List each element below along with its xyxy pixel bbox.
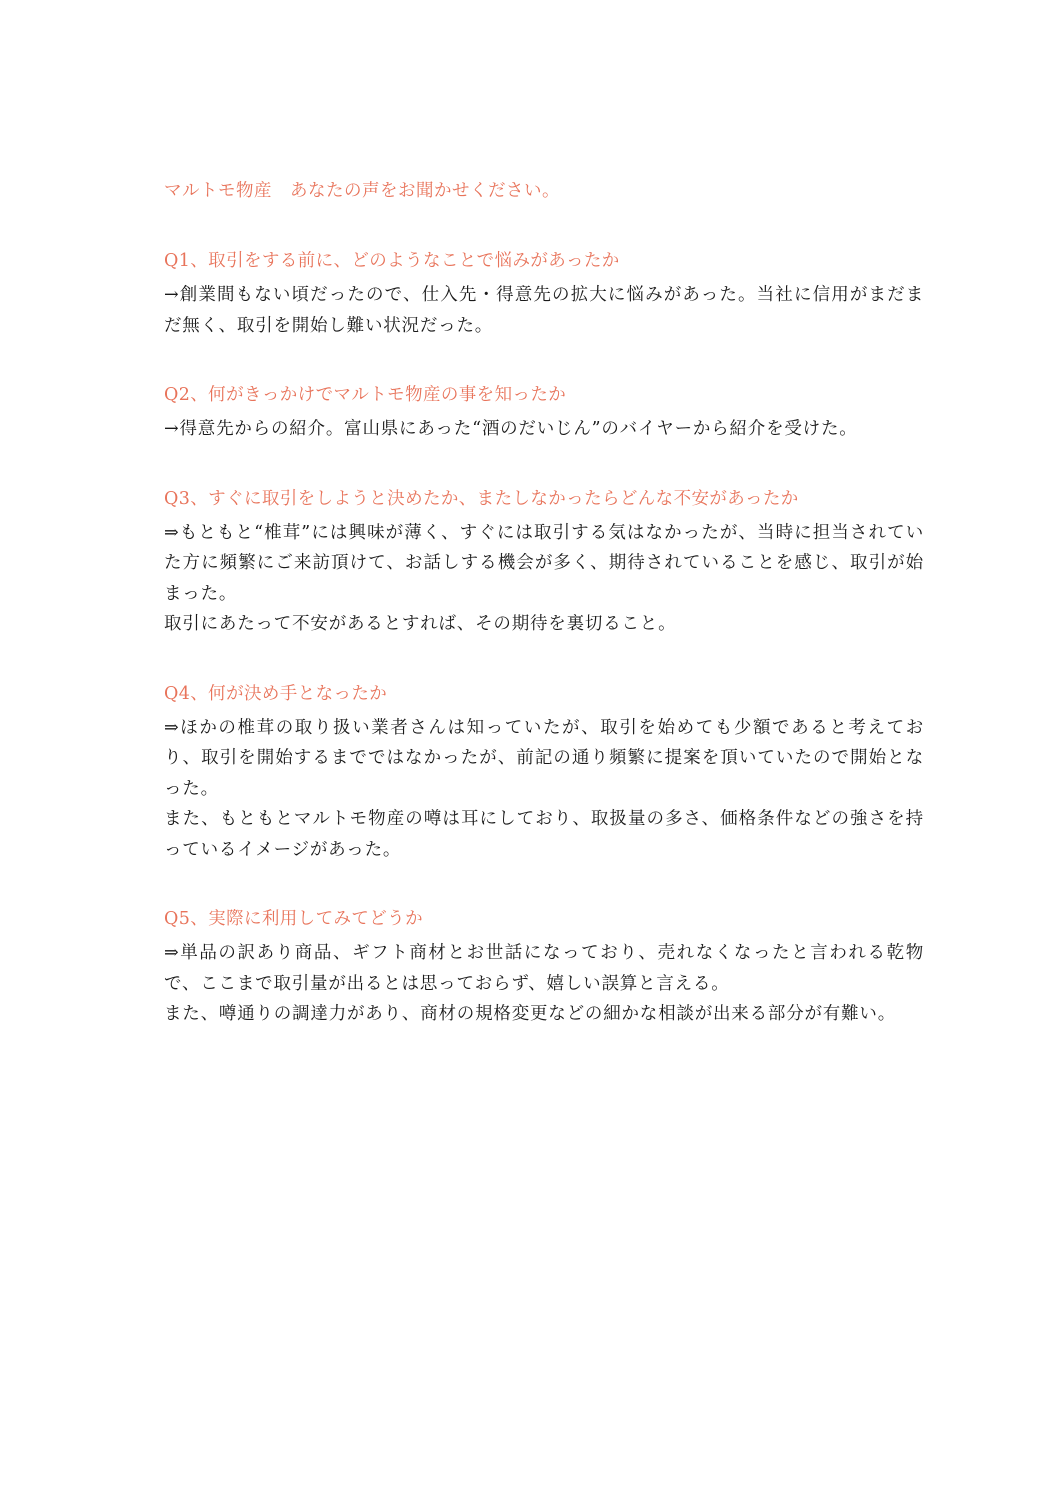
answer-q2-paragraph-1: →得意先からの紹介。富山県にあった“酒のだいじん”のバイヤーから紹介を受けた。 [164,419,858,439]
document-title: マルトモ物産 あなたの声をお聞かせください。 [164,181,560,201]
question-q1: Q1、取引をする前に、どのようなことで悩みがあったか [164,251,620,271]
qa-section-q5 [164,904,924,1030]
question-q5: Q5、実際に利用してみてどうか [164,909,423,929]
qa-section-q2 [164,380,924,445]
qa-section-q4 [164,679,924,866]
answer-q3-paragraph-1: ⇒もともと“椎茸”には興味が薄く、すぐには取引する気はなかったが、当時に担当されていた方に頻繁にご来訪頂けて、お話しする機会が多く、期待されていることを感じ、取引が始まった。 [164,522,924,604]
question-q4: Q4、何が決め手となったか [164,683,388,704]
answer-q5-paragraph-1: ⇒単品の訳あり商品、ギフト商材とお世話になっており、売れなくなったと言われる乾物で、ここまで取引量が出るとは思っておらず、嬉しい誤算と言える。 [164,943,924,994]
document-page [164,176,924,1069]
qa-section-q3 [164,484,924,640]
answer-q4-paragraph-2: また、もともとマルトモ物産の噂は耳にしており、取扱量の多さ、価格条件などの強さを持っているイメージがあった。 [164,809,924,860]
answer-q5-paragraph-2: また、噂通りの調達力があり、商材の規格変更などの細かな相談が出来る部分が有難い。 [164,1004,896,1024]
qa-section-q1 [164,246,924,341]
question-q2: Q2、何がきっかけでマルトモ物産の事を知ったか [164,385,567,405]
question-q3: Q3、すぐに取引をしようと決めたか、またしなかったらどんな不安があったか [164,488,799,509]
answer-q4-paragraph-1: ⇒ほかの椎茸の取り扱い業者さんは知っていたが、取引を始めても少額であると考えており、取引を開始するまでではなかったが、前記の通り頻繁に提案を頂いていたので開始となった。 [164,717,924,799]
answer-q3-paragraph-2: 取引にあたって不安があるとすれば、その期待を裏切ること。 [164,614,677,634]
answer-q1-paragraph-1: →創業間もない頃だったので、仕入先・得意先の拡大に悩みがあった。当社に信用がまだまだ無く、取引を開始し難い状況だった。 [164,285,924,336]
